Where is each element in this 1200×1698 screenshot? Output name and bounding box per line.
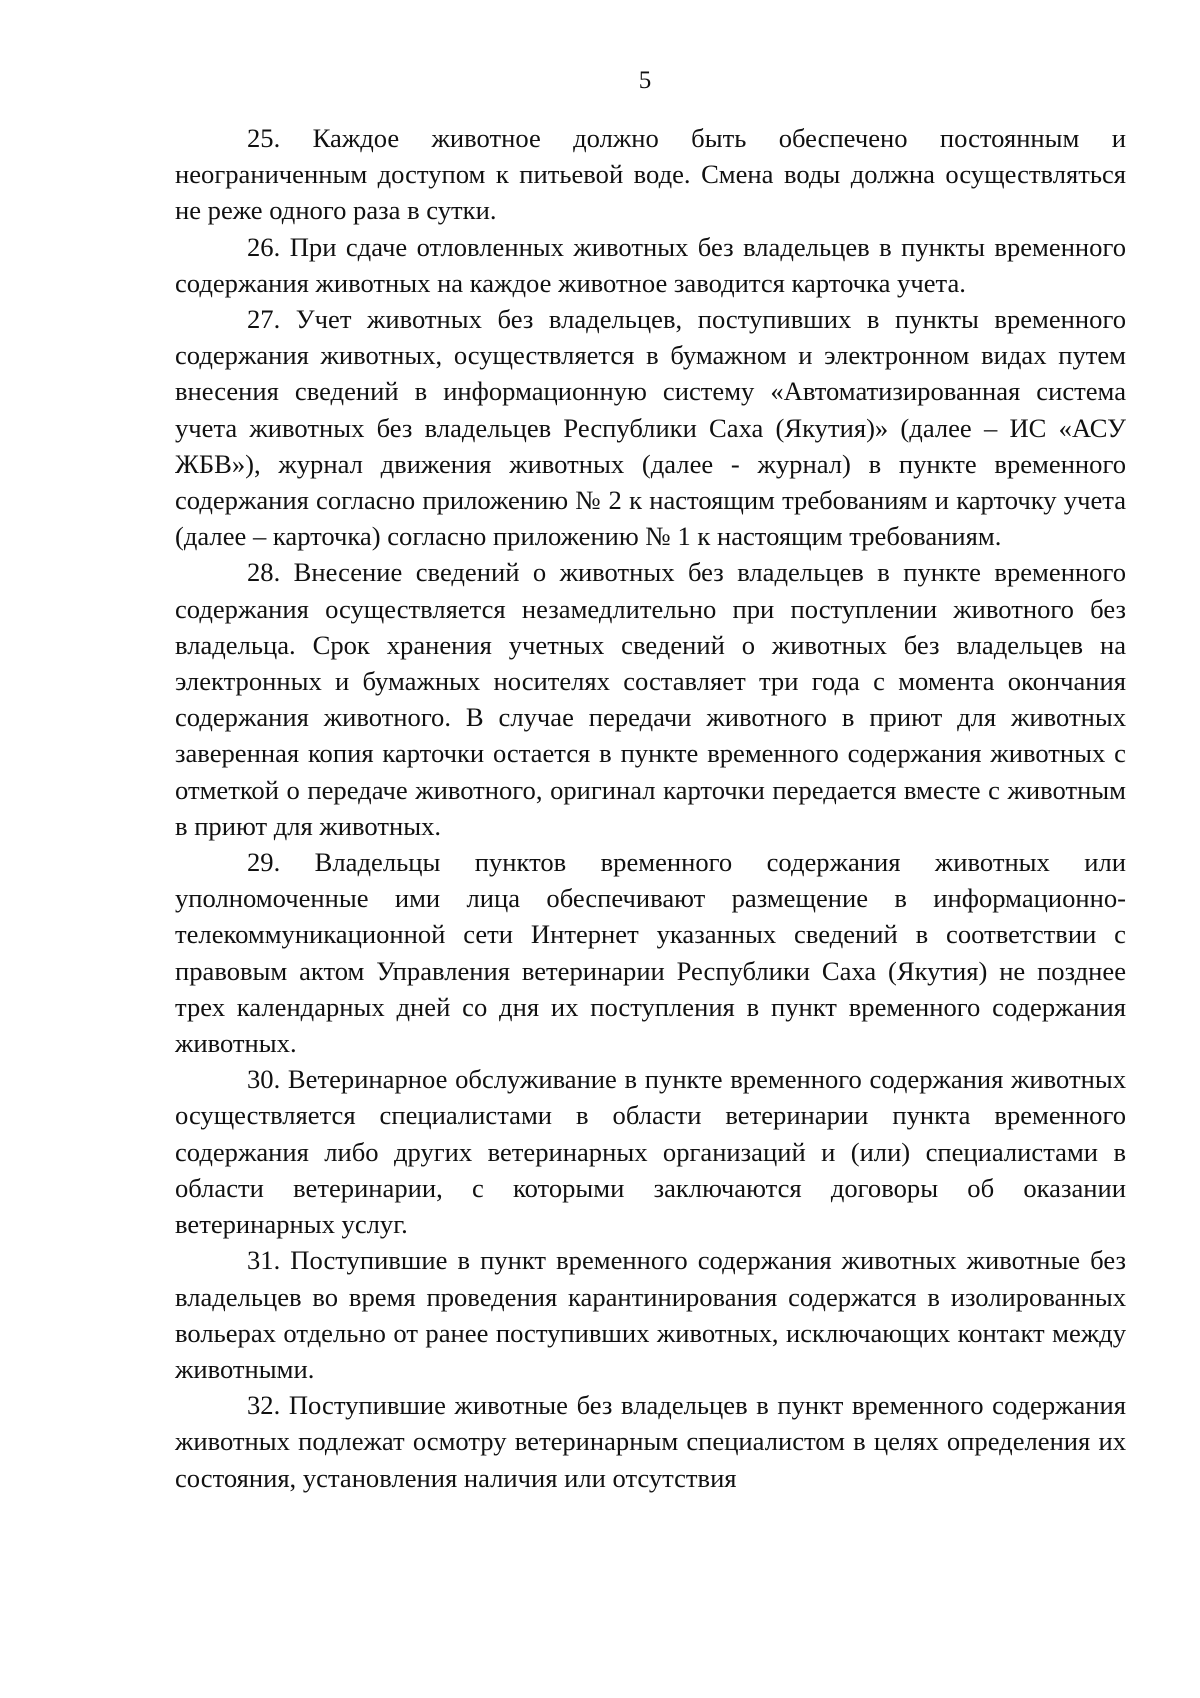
paragraph-31: 31. Поступившие в пункт временного содержания животных животные без владельцев во время проведения карантинирования содержатся в изолированных вольерах отдельно от ранее поступивших животных, исключающих контакт между животными. <box>175 1245 1126 1384</box>
paragraph-28: 28. Внесение сведений о животных без владельцев в пункте временного содержания осуществляется незамедлительно при поступлении животного без владельца. Срок хранения учетных сведений о животных без владельцев на электронных и бумажных носителях составляет три года с момента окончания содержания животного. В случае передачи животного в приют для животных заверенная копия карточки остается в пункте временного содержания животных с отметкой о передаче животного, оригинал карточки передается вместе с животным в приют для животных. <box>175 557 1126 841</box>
paragraph-27: 27. Учет животных без владельцев, поступивших в пункты временного содержания животных, осуществляется в бумажном и электронном видах путем внесения сведений в информационную систему «Автоматизированная система учета животных без владельцев Республики Саха (Якутия)» (далее – ИС «АСУ ЖБВ»), журнал движения животных (далее - журнал) в пункте временного содержания согласно приложению № 2 к настоящим требованиям и карточку учета (далее – карточка) согласно приложению № 1 к настоящим требованиям. <box>175 304 1126 552</box>
paragraph-29: 29. Владельцы пунктов временного содержания животных или уполномоченные ими лица обеспечивают размещение в информационно-телекоммуникационной сети Интернет указанных сведений в соответствии с правовым актом Управления ветеринарии Республики Саха (Якутия) не позднее трех календарных дней со дня их поступления в пункт временного содержания животных. <box>175 847 1126 1059</box>
paragraph-32: 32. Поступившие животные без владельцев в пункт временного содержания животных подлежат осмотру ветеринарным специалистом в целях определения их состояния, установления наличия или отсутствия <box>175 1390 1126 1493</box>
document-body <box>175 120 1126 1496</box>
paragraph-25: 25. Каждое животное должно быть обеспечено постоянным и неограниченным доступом к питьевой воде. Смена воды должна осуществляться не реже одного раза в сутки. <box>175 123 1126 226</box>
paragraph-30: 30. Ветеринарное обслуживание в пункте временного содержания животных осуществляется специалистами в области ветеринарии пункта временного содержания либо других ветеринарных организаций и (или) специалистами в области ветеринарии, с которыми заключаются договоры об оказании ветеринарных услуг. <box>175 1064 1126 1240</box>
page-number: 5 <box>638 67 652 94</box>
paragraph-26: 26. При сдаче отловленных животных без владельцев в пункты временного содержания животных на каждое животное заводится карточка учета. <box>175 231 1126 298</box>
